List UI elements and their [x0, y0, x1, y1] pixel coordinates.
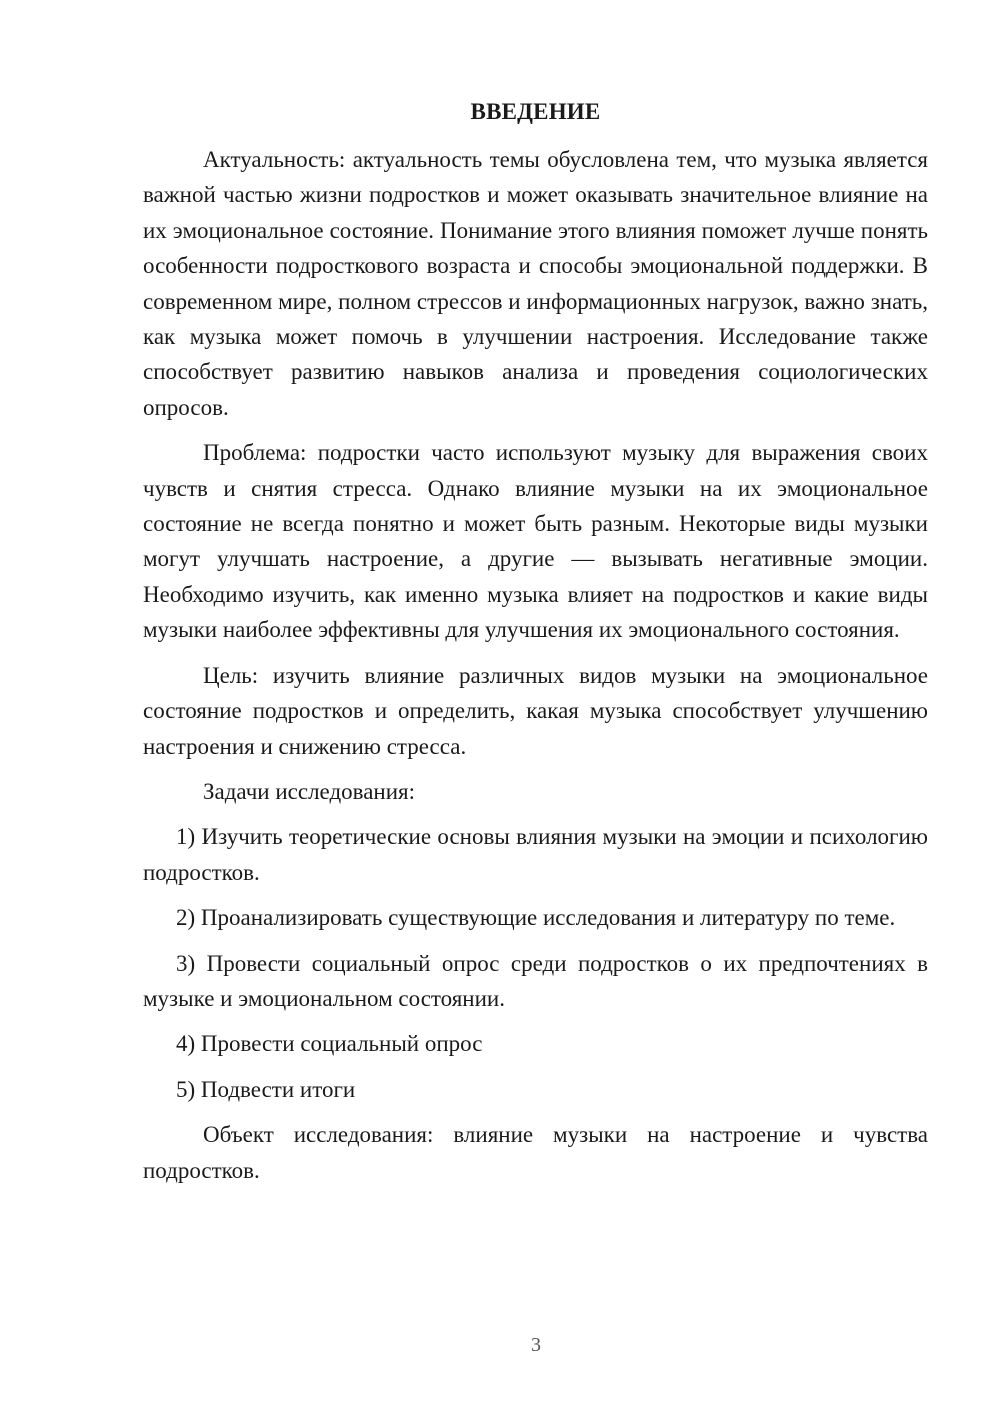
object-paragraph: Объект исследования: влияние музыки на настроение и чувства подростков.: [143, 1122, 928, 1183]
actuality-paragraph: Актуальность: актуальность темы обусловлена тем, что музыка является важной частью жизни подростков и может оказывать значительное влияние на их эмоциональное состояние. Понимание этого влияния поможет лучше понять особенности подросткового возраста и способы эмоциональной поддержки. В современном мире, полном стрессов и информационных нагрузок, важно знать, как музыка может помочь в улучшении настроения. Исследование также способствует развитию навыков анализа и проведения социологических опросов.: [143, 147, 928, 420]
tasks-heading: Задачи исследования:: [203, 778, 416, 804]
page-number: 3: [531, 1334, 541, 1356]
task-item-3: 3) Провести социальный опрос среди подростков о их предпочтениях в музыке и эмоциональном состоянии.: [143, 950, 928, 1011]
section-title: ВВЕДЕНИЕ: [470, 99, 601, 124]
document-page: [143, 94, 928, 1188]
task-item-1: 1) Изучить теоретические основы влияния музыки на эмоции и психологию подростков.: [143, 824, 928, 885]
task-item-5: 5) Подвести итоги: [176, 1076, 356, 1102]
problem-paragraph: Проблема: подростки часто используют музыку для выражения своих чувств и снятия стресса. Однако влияние музыки на их эмоциональное состояние не всегда понятно и может быть разным. Некоторые виды музыки могут улучшать настроение, а другие — вызывать негативные эмоции. Необходимо изучить, как именно музыка влияет на подростков и какие виды музыки наиболее эффективны для улучшения их эмоционального состояния.: [143, 440, 928, 643]
task-item-4: 4) Провести социальный опрос: [176, 1031, 483, 1057]
goal-paragraph: Цель: изучить влияние различных видов музыки на эмоциональное состояние подростков и определить, какая музыка способствует улучшению настроения и снижению стресса.: [143, 662, 928, 759]
task-item-2: 2) Проанализировать существующие исследования и литературу по теме.: [176, 905, 896, 931]
